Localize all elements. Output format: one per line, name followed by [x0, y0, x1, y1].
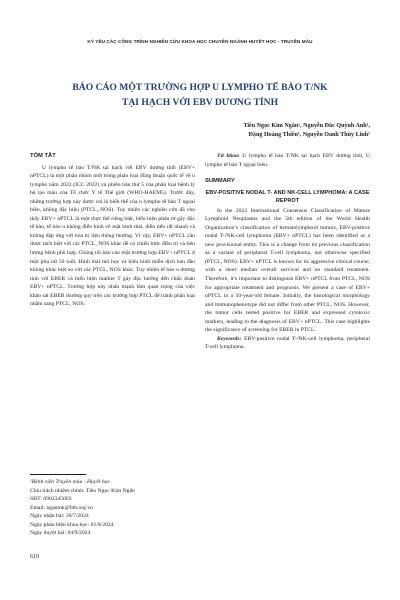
affiliation-institution: ¹Bệnh viện Truyền máu - Huyết học: [30, 479, 111, 485]
right-column: [205, 152, 370, 352]
date-accepted: Ngày duyệt bài: 04/9/2024: [30, 530, 91, 537]
abstract-vn-heading: TÓM TẮT: [30, 153, 56, 159]
article-title: [40, 81, 360, 110]
corresponding-email: Email: ngantnk@bth.org.vn: [30, 504, 93, 511]
keywords-vn-label: Từ khóa:: [217, 153, 240, 159]
article-title-line-2: TẠI HẠCH VỚI EBV DƯƠNG TÍNH: [121, 96, 279, 108]
keywords-en-label: Keywords:: [217, 335, 242, 342]
article-title-line-1: BÁO CÁO MỘT TRƯỜNG HỢP U LYMPHO TẾ BÀO T/NK: [72, 82, 328, 93]
summary-heading: SUMMARY: [205, 178, 235, 185]
summary-body: In the 2022 International Consensus Classification of Mature Lymphoid Neoplasms and the 5th edition of the World Health Organization’s classification of hematolymphoid tumors, EBV-positive nodal T-/NK-cell lymphoma (EBV+ nPTCL) has been identified as a new provisional entity. This is a change from its previous classification as a variant of peripheral T-cell lymphoma, not otherwise specified (PTCL, NOS). EBV+ nPTCL is known for its aggressive clinical course, with a short median overall survival and no standard treatment. Therefore, it’s important to distinguish EBV+ nPTCL from PTCL, NOS for appropriate treatment and prognosis. We present a case of EBV+ nPTCL in a 50-year-old female. Initially, the histological morphology and immunophenotype did not differ from other PTCL, NOS. However, the tumor cells tested positive for EBER and expressed cytotoxic markers, leading to the diagnosis of EBV+ nPTCL. This case highlights the significance of screening for EBER in PTCL.: [205, 207, 370, 334]
keywords-vn-text: U lympho tế bào T/NK tại hạch EBV dương tính, U lympho tế bào T ngoại biên.: [205, 153, 370, 168]
keywords-vn: [205, 152, 370, 169]
keywords-en: [205, 335, 370, 352]
abstract-vn-body: U lympho tế bào T/NK tại hạch với EBV dương tính (EBV+ nPTCL) là một phân nhóm mới trong phân loại đồng thuận quốc tế về u lympho năm 2022 (ICC 2022) và phiên bản thứ 5 của phân loại bệnh lý hệ tạo máu của Tổ chức Y tế Thế giới (WHO-HAEM5). Trước đây, những trường hợp này được coi là biến thể của u lympho tế bào T ngoại biên, không đặc hiệu (PTCL, NOS). Tuy nhiên các nghiên cứu đã cho thấy EBV+ nPTCL là một thực thể riêng biệt, biểu hiện phân tử gây độc tế bào, tế bào u không điển hình về mặt hình thái, diễn tiến rất nhanh và không đáp ứng với hóa trị liệu thông thường. Vì vậy, EBV+ nPTCL cần được tách biệt với các PTCL, NOS khác để có chiến lược điều trị và tiên lượng bệnh phù hợp. Chúng tôi báo cáo một trường hợp EBV+ nPTCL ở một phụ nữ 50 tuổi. Hình thái mô học và kiểu hình miễn dịch ban đầu không khác biệt so với các PTCL, NOS khác. Tuy nhiên tế bào u dương tính với EBER và biểu hiện marker T gây độc hướng đến chẩn đoán EBV+ nPTCL. Trường hợp này nhấn mạnh tầm quan trọng của việc khảo sát EBER thường quy trên các trường hợp PTCL để tránh phân loại nhầm sang PTCL, NOS.: [30, 164, 195, 308]
authors-line-1: Tiêu Ngọc Kim Ngân¹, Nguyễn Đắc Quỳnh Anh¹,: [243, 123, 370, 129]
left-column: [30, 152, 195, 309]
corresponding-author: Chịu trách nhiệm chính: Tiêu Ngọc Kim Ngân: [30, 487, 135, 494]
footnote-divider: [30, 474, 86, 475]
authors-line-2: Đặng Hoàng Thiên¹, Nguyễn Oanh Thùy Linh¹: [248, 132, 370, 138]
corresponding-phone: SĐT: 0902345003: [30, 496, 72, 503]
author-list: [120, 122, 370, 140]
page-number: 610: [30, 554, 39, 560]
date-received: Ngày nhận bài: 30/7/2024: [30, 513, 89, 520]
date-reviewed: Ngày phản biện khoa học: 01/8/2024: [30, 521, 114, 528]
keywords-en-text: EBV-positive nodal T-/NK-cell lymphoma, peripheral T-cell lymphoma.: [205, 335, 370, 351]
journal-running-head: KỶ YẾU CÁC CÔNG TRÌNH NGHIÊN CỨU KHOA HỌC CHUYÊN NGÀNH HUYẾT HỌC - TRUYỀN MÁU: [87, 39, 313, 44]
summary-title: EBV-POSITIVE NODAL T- AND NK-CELL LYMPHOMA: A CASE REPROT: [205, 189, 370, 204]
affiliation-block: [30, 474, 195, 538]
